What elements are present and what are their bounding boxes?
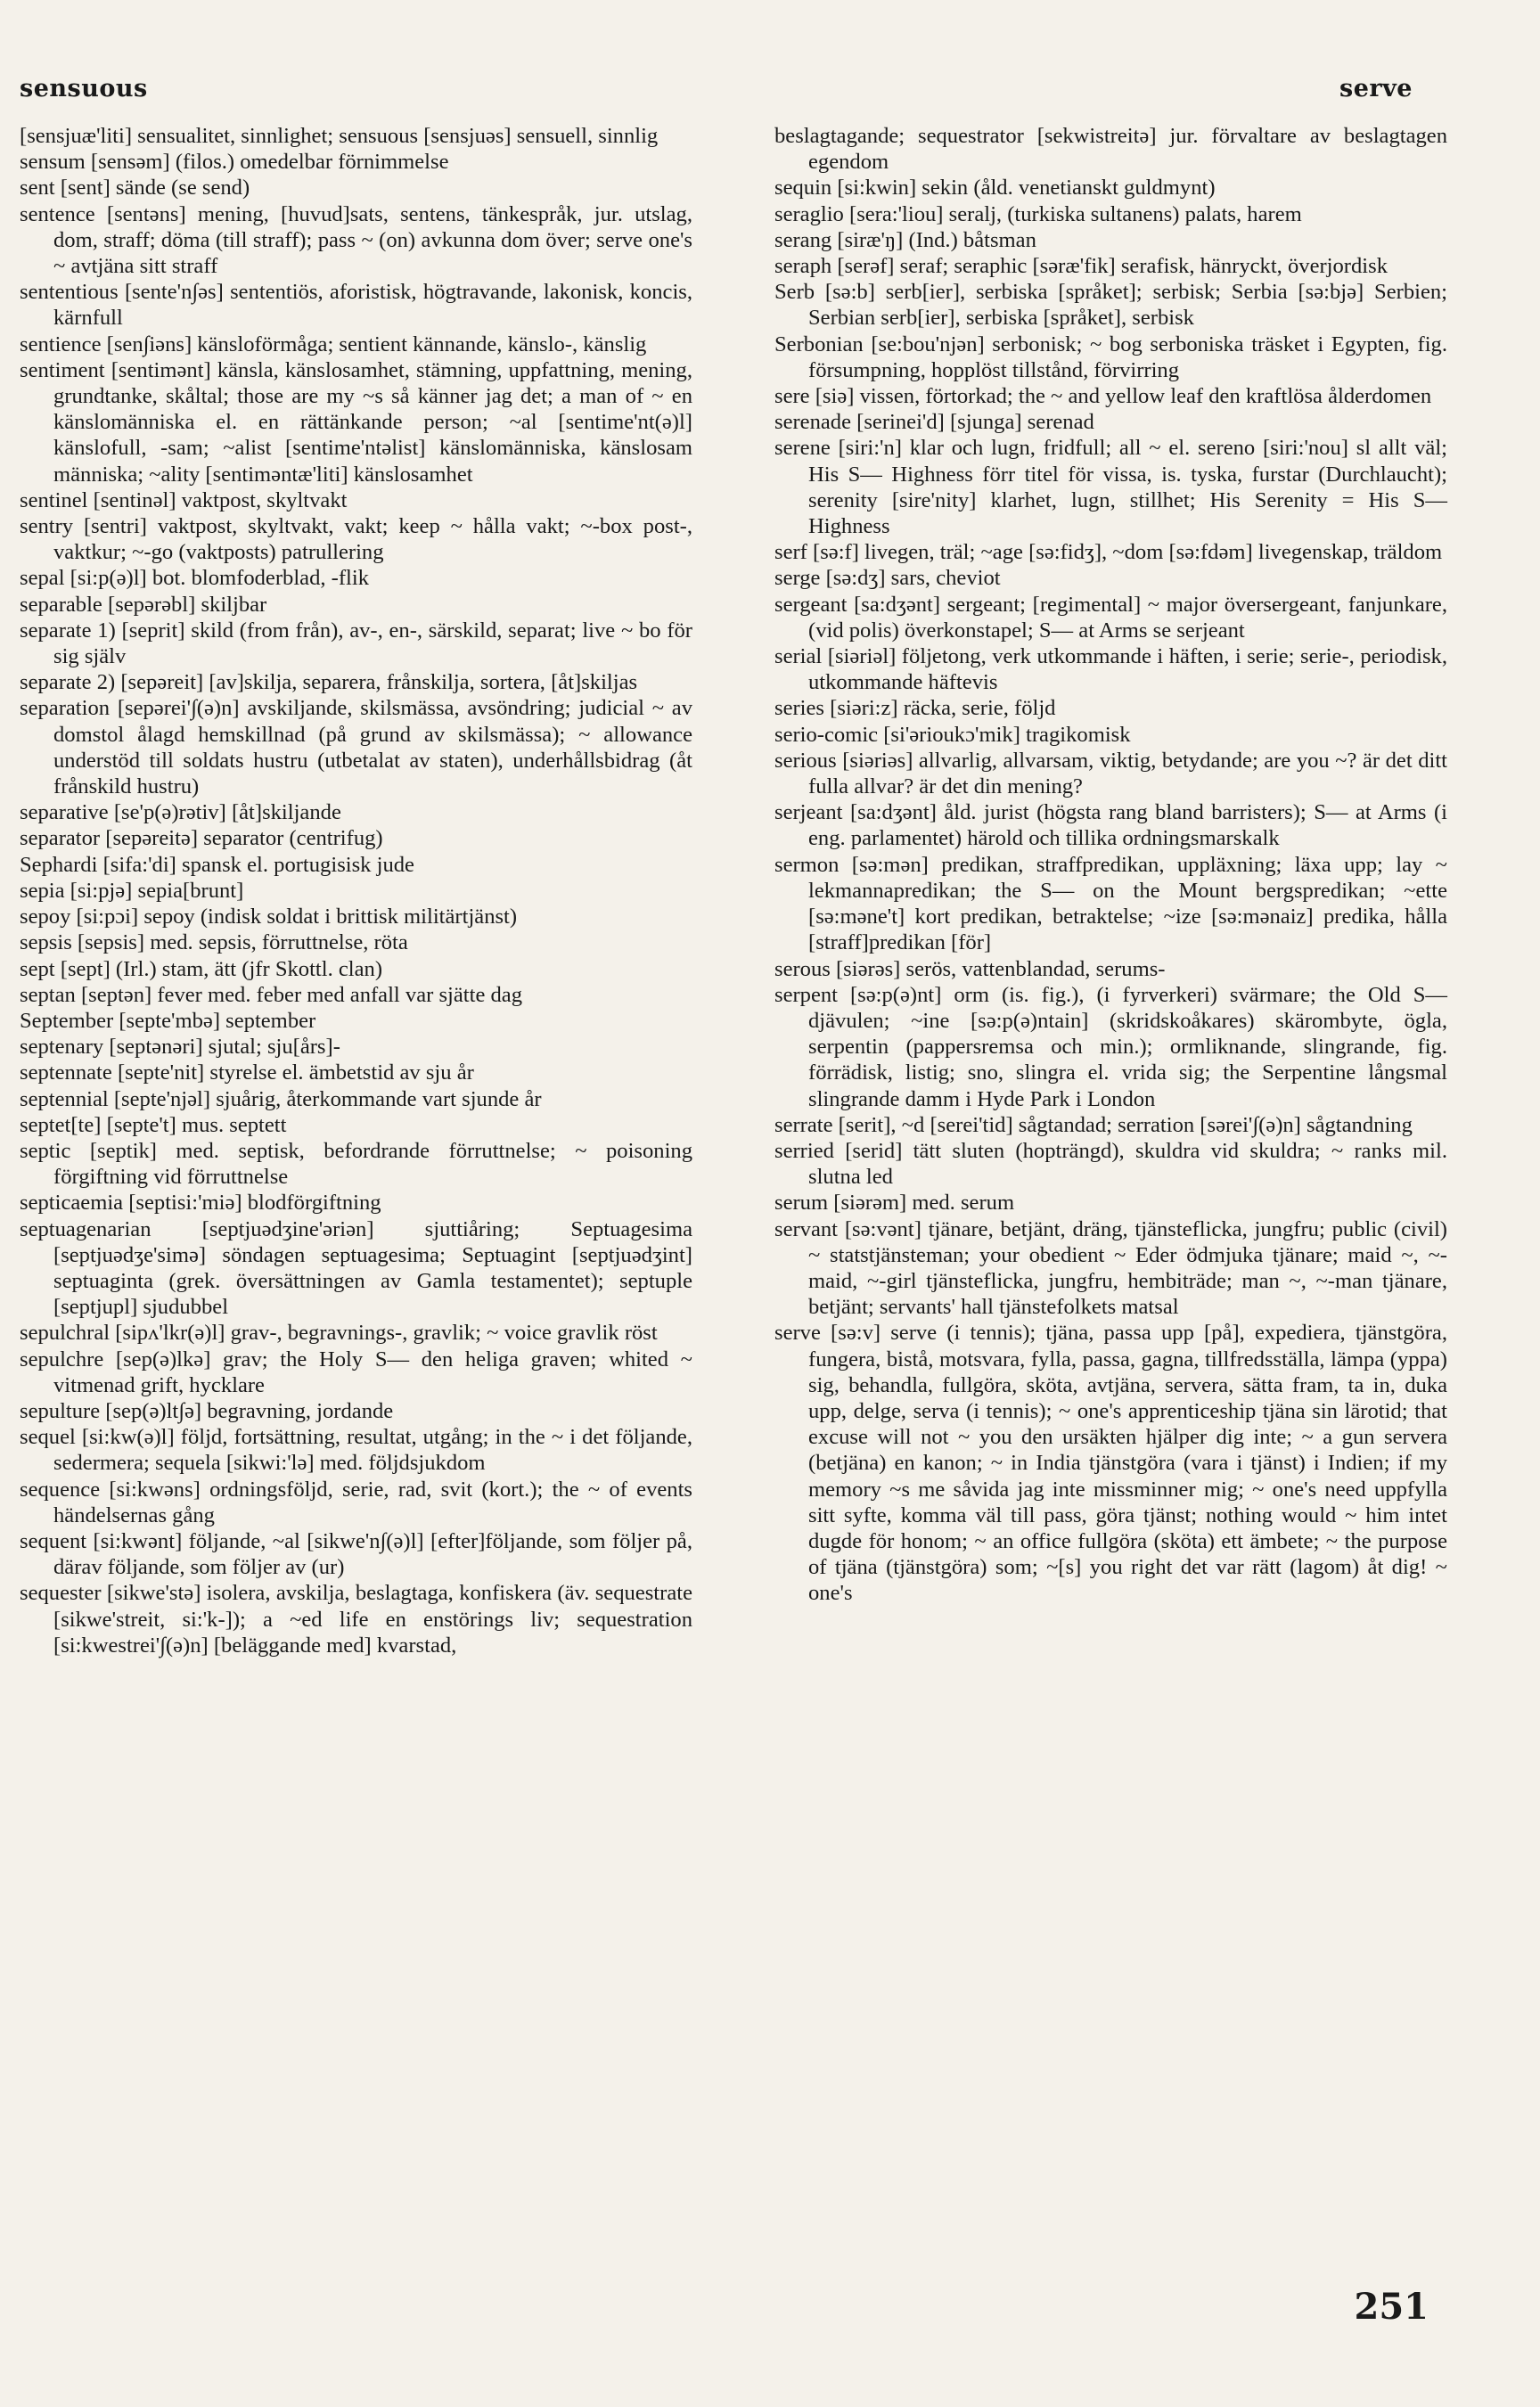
dictionary-entry: seraglio [sera:'liou] seralj, (turkiska sultanens) palats, harem <box>774 201 1302 226</box>
dictionary-entry: sequent [si:kwənt] följande, ~al [sikwe'n∫(ə)l] [efter]följande, som följer på, därav följande, som följer av (ur) <box>20 1528 692 1580</box>
dictionary-entry: separate 2) [sepəreit] [av]skilja, separera, frånskilja, sortera, [åt]skiljas <box>20 670 638 695</box>
dictionary-entry: sept [sept] (Irl.) stam, ätt (jfr Skottl. clan) <box>20 956 383 981</box>
dictionary-entry: separate 1) [seprit] skild (from från), av-, en-, särskild, separat; live ~ bo för sig själv <box>20 618 692 669</box>
dictionary-entry: separable [sepərəbl] skiljbar <box>20 592 267 617</box>
dictionary-entry: Sephardi [sifa:'di] spansk el. portugisisk jude <box>20 852 414 877</box>
dictionary-entry: series [siəri:z] räcka, serie, följd <box>774 696 1056 721</box>
dictionary-entry: serve [sə:v] serve (i tennis); tjäna, passa upp [på], expediera, tjänstgöra, fungera, bistå, motsvara, fylla, passa, gagna, tillfredsställa, lämpa (yppa) sig, behandla, fullgöra, sköta, avtjäna, servera, sätta fram, ta in, duka upp, delge, serva (i tennis); ~ one's apprenticeship tjäna sin lärotid; that excuse will not ~ you den ursäkten hjälper dig inte; ~ a gun servera (betjäna) en kanon; ~ in India tjänstgöra (vara i tjänst) i Indien; if my memory ~s me såvida jag inte missminner mig; ~ one's need uppfylla sitt syfte, komma väl till pass, göra tjänst; nothing would ~ him intet dugde för honom; ~ an office fullgöra (sköta) ett ämbete; ~ the purpose of tjäna (tjänstgöra) som; ~[s] you right det var rätt (lagom) åt dig! ~ one's <box>774 1321 1447 1606</box>
dictionary-entry: sere [siə] vissen, förtorkad; the ~ and yellow leaf den kraftlösa ålderdomen <box>774 384 1432 409</box>
dictionary-entry: serjeant [sa:dʒənt] åld. jurist (högsta rang bland barristers); S— at Arms (i eng. parlamentet) härold och tillika ordningsmarskalk <box>774 800 1447 851</box>
dictionary-entry: serio-comic [si'ərioukɔ'mik] tragikomisk <box>774 722 1131 747</box>
dictionary-entry: serpent [sə:p(ə)nt] orm (is. fig.), (i fyrverkeri) svärmare; the Old S— djävulen; ~ine [sə:p(ə)ntain] (skridskoåkares) skärombyte, ögla, serpentin (pappersremsa och min.); ormliknande, slingrande, fig. förrädisk, listig; sno, slingra el. vrida sig; the Serpentine långsmal slingrande damm i Hyde Park i London <box>774 982 1447 1111</box>
dictionary-entry: Serb [sə:b] serb[ier], serbiska [språket]; serbisk; Serbia [sə:bjə] Serbien; Serbian serb[ier], serbiska [språket], serbisk <box>774 280 1447 331</box>
dictionary-entry: sentry [sentri] vaktpost, skyltvakt, vakt; keep ~ hålla vakt; ~-box post-, vaktkur; ~-go (vaktposts) patrullering <box>20 514 692 565</box>
dictionary-entry: [sensjuæ'liti] sensualitet, sinnlighet; sensuous [sensjuəs] sensuell, sinnlig <box>20 124 659 148</box>
dictionary-entry: serous [siərəs] serös, vattenblandad, serums- <box>774 956 1166 981</box>
right-column <box>774 123 1447 1607</box>
dictionary-entry: sent [sent] sände (se send) <box>20 176 250 201</box>
dictionary-entry: septic [septik] med. septisk, befordrande förruttnelse; ~ poisoning förgiftning vid förruttnelse <box>20 1138 692 1190</box>
dictionary-entry: sepulchral [sipʌ'lkr(ə)l] grav-, begravnings-, gravlik; ~ voice gravlik röst <box>20 1321 658 1346</box>
dictionary-entry: serge [sə:dʒ] sars, cheviot <box>774 566 1001 591</box>
dictionary-entry: septan [septən] fever med. feber med anfall var sjätte dag <box>20 982 523 1007</box>
left-guide-word: sensuous <box>20 75 148 102</box>
dictionary-entry: serried [serid] tätt sluten (hopträngd), skuldra vid skuldra; ~ ranks mil. slutna led <box>774 1138 1447 1190</box>
dictionary-entry: sequence [si:kwəns] ordningsföljd, serie, rad, svit (kort.); the ~ of events händelsernas gång <box>20 1477 692 1527</box>
dictionary-entry: serum [siərəm] med. serum <box>774 1191 1015 1216</box>
dictionary-entry: septicaemia [septisi:'miə] blodförgiftning <box>20 1191 381 1216</box>
dictionary-entry: sermon [sə:mən] predikan, straffpredikan, uppläxning; läxa upp; lay ~ lekmannapredikan; the S— on the Mount bergspredikan; ~ette [sə:məne't] kort predikan, betraktelse; ~ize [sə:mənaiz] predika, hålla [straff]predikan [för] <box>774 852 1447 955</box>
dictionary-entry: servant [sə:vənt] tjänare, betjänt, dräng, tjänsteflicka, jungfru; public (civil) ~ statstjänsteman; your obedient ~ Eder ödmjuka tjänare; maid ~, ~-maid, ~-girl tjänsteflicka, jungfru, hembiträde; man ~, ~-man tjänare, betjänt; servants' hall tjänstefolkets matsal <box>774 1216 1447 1320</box>
dictionary-entry: septenary [septənəri] sjutal; sju[års]- <box>20 1035 340 1060</box>
dictionary-entry: sepulture [sep(ə)lt∫ə] begravning, jordande <box>20 1398 394 1423</box>
right-guide-word: serve <box>1339 75 1413 102</box>
dictionary-entry: sequin [si:kwin] sekin (åld. venetianskt guldmynt) <box>774 176 1216 201</box>
dictionary-entry: septuagenarian [septjuədʒine'əriən] sjuttiåring; Septuagesima [septjuədʒe'simə] söndagen septuagesima; Septuagint [septjuədʒint] septuaginta (grek. översättningen av Gamla testamentet); septuple [septjupl] sjudubbel <box>20 1216 692 1320</box>
dictionary-entry: serf [sə:f] livegen, träl; ~age [sə:fidʒ], ~dom [sə:fdəm] livegenskap, träldom <box>774 540 1443 565</box>
dictionary-entry: septet[te] [septe't] mus. septett <box>20 1112 287 1137</box>
dictionary-entry: sententious [sente'n∫əs] sententiös, aforistisk, högtravande, lakonisk, koncis, kärnfull <box>20 280 692 331</box>
dictionary-entry: serene [siri:'n] klar och lugn, fridfull; all ~ el. sereno [siri:'nou] sl allt väl; His S— Highness förr titel för vissa, is. tyska, furstar (Durchlaucht); serenity [sire'nity] klarhet, lugn, stillhet; His Serenity = His S— Highness <box>774 436 1447 539</box>
dictionary-entry: sepoy [si:pɔi] sepoy (indisk soldat i brittisk militärtjänst) <box>20 905 518 929</box>
dictionary-entry: beslagtagande; sequestrator [sekwistreitə] jur. förvaltare av beslagtagen egendom <box>774 124 1447 175</box>
dictionary-entry: serial [siəriəl] följetong, verk utkommande i häften, i serie; serie-, periodisk, utkommande häftevis <box>774 644 1447 695</box>
dictionary-entry: serenade [serinei'd] [sjunga] serenad <box>774 410 1094 435</box>
dictionary-entry: septennate [septe'nit] styrelse el. ämbetstid av sju år <box>20 1060 474 1085</box>
dictionary-entry: sepia [si:pjə] sepia[brunt] <box>20 878 244 903</box>
dictionary-entry: separation [sepərei'∫(ə)n] avskiljande, skilsmässa, avsöndring; judicial ~ av domstol ålagd hemskillnad (på grund av skilsmässa); ~ allowance understöd till soldats hustru (utbetalat av staten), underhållsbidrag (åt frånskild hustru) <box>20 696 692 799</box>
dictionary-entry: Serbonian [se:bou'njən] serbonisk; ~ bog serboniska träsket i Egypten, fig. försumpning, hopplöst tillstånd, förvirring <box>774 332 1447 382</box>
page-number: 251 <box>1354 2286 1429 2328</box>
dictionary-entry: sequel [si:kw(ə)l] följd, fortsättning, resultat, utgång; in the ~ i det följande, sedermera; sequela [sikwi:'lə] med. följdsjukdom <box>20 1425 692 1476</box>
dictionary-entry: sentinel [sentinəl] vaktpost, skyltvakt <box>20 487 348 512</box>
dictionary-entry: sequester [sikwe'stə] isolera, avskilja, beslagtaga, konfiskera (äv. sequestrate [sikwe'streit, si:'k-]); a ~ed life en enstörings liv; sequestration [si:kwestrei'∫(ə)n] [beläggande med] kvarstad, <box>20 1581 692 1658</box>
left-column <box>20 123 692 1658</box>
dictionary-entry: sepsis [sepsis] med. sepsis, förruttnelse, röta <box>20 930 408 955</box>
dictionary-entry: serious [siəriəs] allvarlig, allvarsam, viktig, betydande; are you ~? är det ditt fulla allvar? är det din mening? <box>774 748 1447 799</box>
dictionary-entry: sepal [si:p(ə)l] bot. blomfoderblad, -flik <box>20 566 370 591</box>
dictionary-entry: serang [siræ'ŋ] (Ind.) båtsman <box>774 227 1036 252</box>
dictionary-entry: sepulchre [sep(ə)lkə] grav; the Holy S— den heliga graven; whited ~ vitmenad grift, hycklare <box>20 1347 692 1397</box>
dictionary-entry: separative [se'p(ə)rətiv] [åt]skiljande <box>20 800 341 825</box>
dictionary-entry: sentiment [sentimənt] känsla, känslosamhet, stämning, uppfattning, mening, grundtanke, skåltal; those are my ~s så känner jag det; a man of ~ en känslomänniska el. en rättänkande person; ~al [sentime'nt(ə)l] känslofull, -sam; ~alist [sentime'ntəlist] känslomänniska, känslosam människa; ~ality [sentiməntæ'liti] känslosamhet <box>20 357 692 487</box>
dictionary-entry: seraph [serəf] seraf; seraphic [səræ'fik] serafisk, hänryckt, överjordisk <box>774 254 1388 279</box>
dictionary-entry: septennial [septe'njəl] sjuårig, återkommande vart sjunde år <box>20 1086 542 1111</box>
dictionary-entry: sergeant [sa:dʒənt] sergeant; [regimental] ~ major översergeant, fanjunkare, (vid polis) överkonstapel; S— at Arms se serjeant <box>774 592 1447 643</box>
dictionary-entry: serrate [serit], ~d [serei'tid] sågtandad; serration [sərei'∫(ə)n] sågtandning <box>774 1112 1413 1137</box>
dictionary-entry: separator [sepəreitə] separator (centrifug) <box>20 826 383 851</box>
dictionary-entry: September [septe'mbə] september <box>20 1008 316 1033</box>
dictionary-entry: sensum [sensəm] (filos.) omedelbar förnimmelse <box>20 150 449 175</box>
dictionary-entry: sentience [sen∫iəns] känsloförmåga; sentient kännande, känslo-, känslig <box>20 332 647 356</box>
dictionary-entry: sentence [sentəns] mening, [huvud]sats, sentens, tänkespråk, jur. utslag, dom, straff; döma (till straff); pass ~ (on) avkunna dom över; serve one's ~ avtjäna sitt straff <box>20 201 692 279</box>
